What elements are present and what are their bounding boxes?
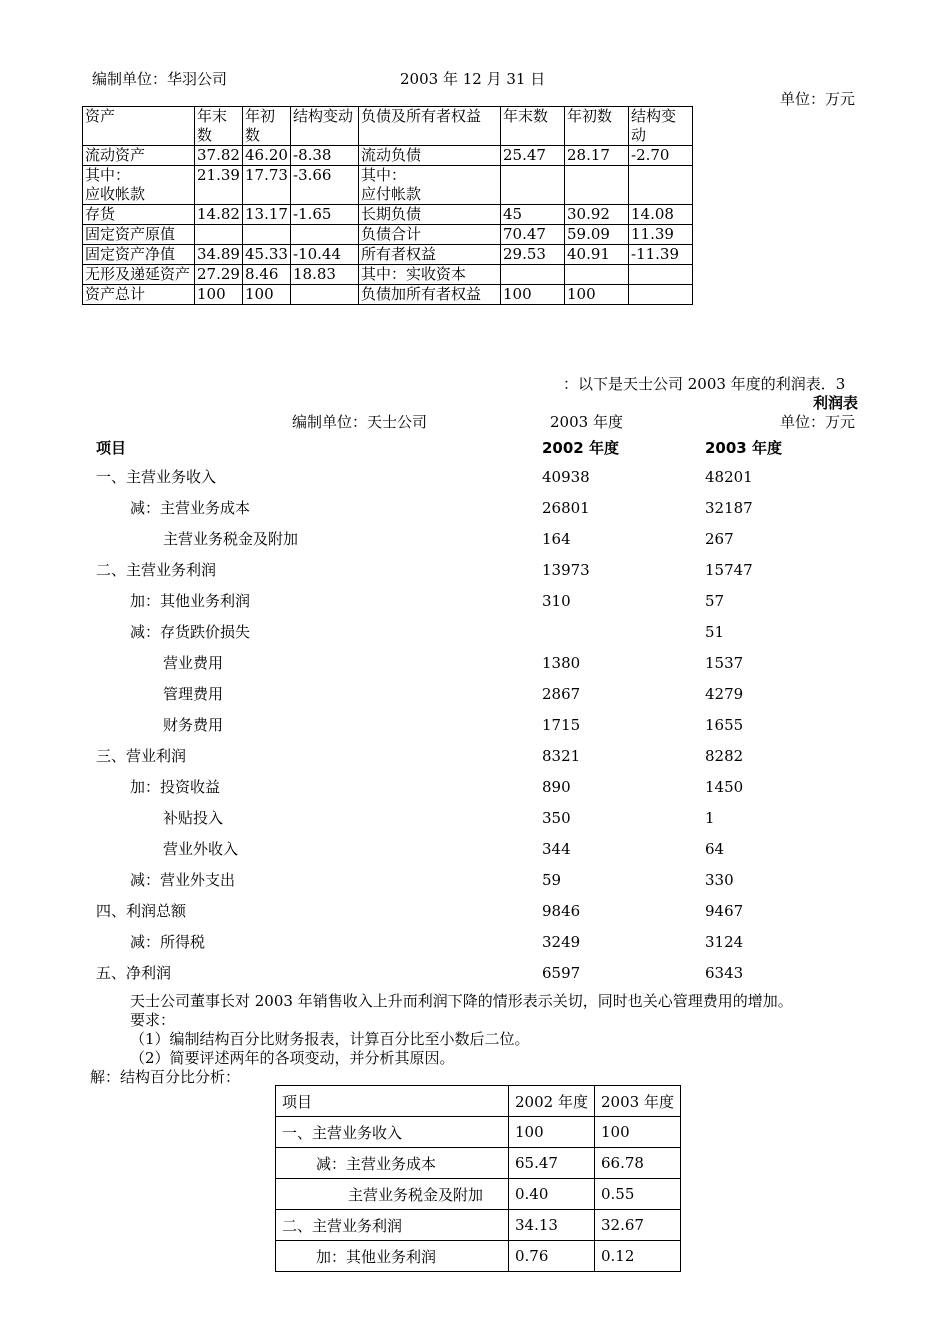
bs-cell: -10.44	[291, 245, 359, 265]
pt-cell: 66.78	[595, 1148, 681, 1179]
pt-header-cell: 2002 年度	[509, 1086, 595, 1117]
is-row-label: 减：主营业务成本	[130, 499, 251, 517]
is-header-2002: 2002 年度	[542, 439, 619, 457]
pt-header-cell: 项目	[276, 1086, 509, 1117]
paragraph-requirements: 要求：	[130, 1011, 176, 1029]
bs-cell: 14.08	[629, 205, 693, 225]
is-row-label: 财务费用	[163, 716, 224, 734]
is-row-value-2003: 51	[705, 623, 725, 641]
bs-cell	[629, 285, 693, 305]
bs-cell: -2.70	[629, 146, 693, 166]
bs-cell: 负债加所有者权益	[359, 285, 501, 305]
is-row-value-2002: 350	[542, 809, 571, 827]
pt-cell: 一、主营业务收入	[276, 1117, 509, 1148]
bs-cell: -3.66	[291, 166, 359, 205]
is-row-value-2002: 40938	[542, 468, 590, 486]
bs-cell	[629, 166, 693, 205]
bs-cell: 结构变动	[629, 107, 693, 146]
bs-row	[83, 265, 693, 285]
bs-cell	[565, 265, 629, 285]
is-row-value-2002: 344	[542, 840, 571, 858]
pt-header-cell: 2003 年度	[595, 1086, 681, 1117]
bs-cell: 流动资产	[83, 146, 195, 166]
pt-cell: 0.55	[595, 1179, 681, 1210]
bs-cell: 11.39	[629, 225, 693, 245]
is-row-value-2002: 6597	[542, 964, 581, 982]
is-row-value-2003: 15747	[705, 561, 753, 579]
bs-cell: 18.83	[291, 265, 359, 285]
bs-cell: 所有者权益	[359, 245, 501, 265]
pt-cell: 加：其他业务利润	[276, 1241, 509, 1272]
percent-analysis-table	[275, 1085, 681, 1272]
bs-cell: 28.17	[565, 146, 629, 166]
bs-cell: 45	[501, 205, 565, 225]
is-row-value-2002: 13973	[542, 561, 590, 579]
is-row-value-2002: 8321	[542, 747, 581, 765]
bs-cell: 34.89	[195, 245, 243, 265]
pt-cell: 二、主营业务利润	[276, 1210, 509, 1241]
is-row-value-2002: 1380	[542, 654, 581, 672]
is-intro: ：以下是天士公司 2003 年度的利润表．3	[563, 375, 846, 393]
is-unit: 单位：万元	[780, 413, 856, 431]
is-row-value-2003: 64	[705, 840, 725, 858]
pt-cell: 32.67	[595, 1210, 681, 1241]
is-row-label: 五、净利润	[96, 964, 172, 982]
is-row-label: 补贴投入	[163, 809, 224, 827]
pt-row	[276, 1117, 681, 1148]
is-row-value-2002: 890	[542, 778, 571, 796]
bs-row	[83, 225, 693, 245]
bs-cell: 年初数	[243, 107, 291, 146]
bs-cell: 100	[565, 285, 629, 305]
pt-header-row	[276, 1086, 681, 1117]
bs-cell: -8.38	[291, 146, 359, 166]
is-row-value-2002: 310	[542, 592, 571, 610]
is-row-value-2003: 1537	[705, 654, 744, 672]
is-row-value-2003: 8282	[705, 747, 744, 765]
bs-cell: 负债合计	[359, 225, 501, 245]
bs-row	[83, 146, 693, 166]
is-row-value-2003: 1655	[705, 716, 744, 734]
is-row-label: 三、营业利润	[96, 747, 187, 765]
bs-cell	[629, 265, 693, 285]
is-row-label: 减：存货跌价损失	[130, 623, 251, 641]
is-row-label: 四、利润总额	[96, 902, 187, 920]
is-row-value-2002: 9846	[542, 902, 581, 920]
bs-date: 2003 年 12 月 31 日	[400, 70, 546, 88]
bs-cell: 结构变动	[291, 107, 359, 146]
bs-cell: 年初数	[565, 107, 629, 146]
pt-cell: 65.47	[509, 1148, 595, 1179]
bs-cell: 年末数	[501, 107, 565, 146]
is-row-value-2003: 330	[705, 871, 734, 889]
pt-cell: 0.12	[595, 1241, 681, 1272]
is-row-value-2003: 4279	[705, 685, 744, 703]
bs-cell	[501, 166, 565, 205]
is-row-value-2003: 57	[705, 592, 725, 610]
pt-cell: 34.13	[509, 1210, 595, 1241]
bs-cell: 存货	[83, 205, 195, 225]
bs-cell: 40.91	[565, 245, 629, 265]
bs-row	[83, 245, 693, 265]
bs-cell: 年末数	[195, 107, 243, 146]
is-row-label: 二、主营业务利润	[96, 561, 217, 579]
is-header-2003: 2003 年度	[705, 439, 782, 457]
bs-row	[83, 285, 693, 305]
is-row-label: 一、主营业务收入	[96, 468, 217, 486]
is-row-value-2002: 1715	[542, 716, 581, 734]
is-row-label: 主营业务税金及附加	[163, 530, 299, 548]
pt-cell: 0.76	[509, 1241, 595, 1272]
bs-row	[83, 205, 693, 225]
is-row-value-2003: 32187	[705, 499, 753, 517]
paragraph-solution: 解：结构百分比分析：	[90, 1068, 241, 1086]
bs-cell: 100	[501, 285, 565, 305]
bs-cell: 其中： 应付帐款	[359, 166, 501, 205]
is-row-label: 加：投资收益	[130, 778, 221, 796]
is-row-label: 加：其他业务利润	[130, 592, 251, 610]
is-row-value-2003: 48201	[705, 468, 753, 486]
is-row-label: 营业外收入	[163, 840, 239, 858]
bs-cell: 25.47	[501, 146, 565, 166]
bs-cell: 30.92	[565, 205, 629, 225]
paragraph-req-1: （1）编制结构百分比财务报表，计算百分比至小数后二位。	[130, 1030, 530, 1048]
bs-cell: 固定资产净值	[83, 245, 195, 265]
bs-cell: 负债及所有者权益	[359, 107, 501, 146]
is-row-value-2002: 59	[542, 871, 562, 889]
bs-cell: 资产总计	[83, 285, 195, 305]
bs-cell: 长期负债	[359, 205, 501, 225]
pt-cell: 100	[509, 1117, 595, 1148]
is-row-value-2002: 164	[542, 530, 571, 548]
bs-cell: 100	[195, 285, 243, 305]
paragraph-concern: 天士公司董事长对 2003 年销售收入上升而利润下降的情形表示关切，同时也关心管理费用的增加。	[130, 992, 793, 1010]
is-compiler: 编制单位：天士公司	[292, 413, 428, 431]
bs-row	[83, 166, 693, 205]
bs-cell: 46.20	[243, 146, 291, 166]
bs-cell: 37.82	[195, 146, 243, 166]
is-row-label: 减：营业外支出	[130, 871, 236, 889]
bs-cell: 13.17	[243, 205, 291, 225]
is-row-value-2002: 2867	[542, 685, 581, 703]
bs-cell: 14.82	[195, 205, 243, 225]
bs-cell: -1.65	[291, 205, 359, 225]
pt-row	[276, 1241, 681, 1272]
bs-cell: 无形及递延资产	[83, 265, 195, 285]
is-row-value-2002: 26801	[542, 499, 590, 517]
bs-cell: 45.33	[243, 245, 291, 265]
pt-cell: 减：主营业务成本	[276, 1148, 509, 1179]
pt-row	[276, 1148, 681, 1179]
is-row-value-2003: 1	[705, 809, 715, 827]
bs-unit: 单位：万元	[780, 90, 856, 108]
bs-cell: 59.09	[565, 225, 629, 245]
pt-row	[276, 1210, 681, 1241]
bs-cell	[501, 265, 565, 285]
bs-cell	[291, 285, 359, 305]
is-row-label: 营业费用	[163, 654, 224, 672]
pt-row	[276, 1179, 681, 1210]
is-row-value-2003: 3124	[705, 933, 744, 951]
bs-cell	[243, 225, 291, 245]
pt-cell: 主营业务税金及附加	[276, 1179, 509, 1210]
bs-cell	[195, 225, 243, 245]
is-row-value-2003: 6343	[705, 964, 744, 982]
is-row-label: 管理费用	[163, 685, 224, 703]
bs-cell: 流动负债	[359, 146, 501, 166]
bs-cell: 8.46	[243, 265, 291, 285]
bs-cell: 其中： 应收帐款	[83, 166, 195, 205]
bs-cell	[291, 225, 359, 245]
is-row-value-2002: 3249	[542, 933, 581, 951]
bs-cell: 29.53	[501, 245, 565, 265]
bs-cell: -11.39	[629, 245, 693, 265]
bs-cell: 70.47	[501, 225, 565, 245]
pt-cell: 0.40	[509, 1179, 595, 1210]
is-year: 2003 年度	[550, 413, 623, 431]
pt-cell: 100	[595, 1117, 681, 1148]
bs-cell: 17.73	[243, 166, 291, 205]
bs-cell: 固定资产原值	[83, 225, 195, 245]
is-row-value-2003: 1450	[705, 778, 744, 796]
bs-cell	[565, 166, 629, 205]
bs-cell: 其中：实收资本	[359, 265, 501, 285]
paragraph-req-2: （2）简要评述两年的各项变动，并分析其原因。	[130, 1049, 455, 1067]
bs-cell: 21.39	[195, 166, 243, 205]
bs-header-row	[83, 107, 693, 146]
bs-cell: 资产	[83, 107, 195, 146]
is-row-label: 减：所得税	[130, 933, 206, 951]
bs-cell: 100	[243, 285, 291, 305]
is-header-item: 项目	[96, 439, 127, 457]
bs-cell: 27.29	[195, 265, 243, 285]
is-row-value-2003: 267	[705, 530, 734, 548]
balance-sheet-table	[82, 106, 693, 305]
is-title: 利润表	[813, 394, 859, 412]
bs-compiler: 编制单位：华羽公司	[92, 70, 228, 88]
is-row-value-2003: 9467	[705, 902, 744, 920]
